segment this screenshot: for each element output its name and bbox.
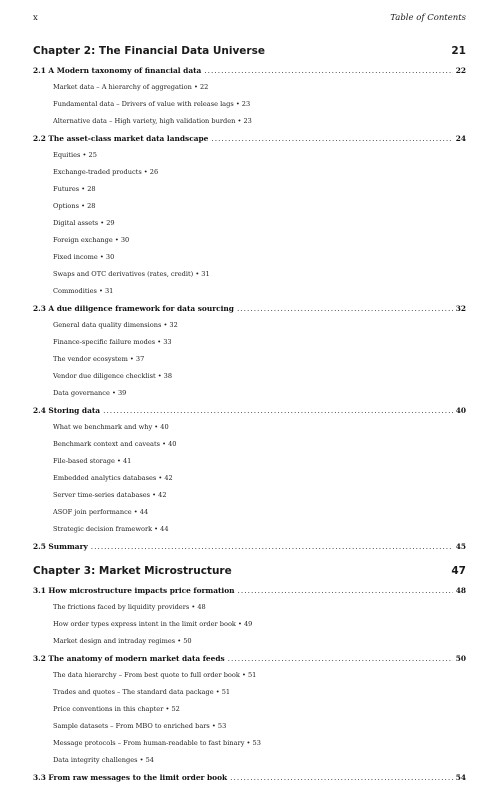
- table-of-contents: [33, 40, 466, 786]
- dot-leader: [238, 582, 453, 599]
- subsection-entry[interactable]: Market data – A hierarchy of aggregation • 22: [53, 83, 209, 91]
- subsection-entry[interactable]: Futures • 28: [53, 185, 96, 193]
- section-entry[interactable]: [33, 300, 466, 317]
- chapter-heading[interactable]: [33, 560, 466, 582]
- dot-leader: [103, 402, 453, 419]
- section-page: 50: [455, 654, 466, 663]
- subsection-entry[interactable]: Market design and intraday regimes • 50: [53, 637, 192, 645]
- section-title: 2.3 A due diligence framework for data sourcing: [33, 304, 234, 313]
- section-page: 54: [455, 773, 466, 782]
- dot-leader: [211, 130, 452, 147]
- subsection-entry[interactable]: Message protocols – From human-readable to fast binary • 53: [53, 739, 261, 747]
- dot-leader: [91, 538, 453, 555]
- subsection-entry[interactable]: Foreign exchange • 30: [53, 236, 130, 244]
- chapter-page: 47: [451, 565, 466, 577]
- section-page: 45: [455, 542, 466, 551]
- section-title: 3.3 From raw messages to the limit order book: [33, 773, 228, 782]
- running-title: Table of Contents: [390, 13, 466, 23]
- chapter-heading[interactable]: [33, 40, 466, 62]
- chapter-title: Chapter 2: The Financial Data Universe: [33, 45, 265, 57]
- section-entry[interactable]: [33, 582, 466, 599]
- section-entry[interactable]: [33, 402, 466, 419]
- subsection-entry[interactable]: The vendor ecosystem • 37: [53, 355, 145, 363]
- subsection-entry[interactable]: Fixed income • 30: [53, 253, 115, 261]
- section-entry[interactable]: [33, 769, 466, 786]
- subsection-entry[interactable]: Equities • 25: [53, 151, 97, 159]
- subsection-entry[interactable]: Strategic decision framework • 44: [53, 525, 169, 533]
- subsection-entry[interactable]: File-based storage • 41: [53, 457, 132, 465]
- subsection-entry[interactable]: Price conventions in this chapter • 52: [53, 705, 180, 713]
- subsection-entry[interactable]: Embedded analytics databases • 42: [53, 474, 173, 482]
- section-entry[interactable]: [33, 538, 466, 555]
- subsection-entry[interactable]: Data governance • 39: [53, 389, 127, 397]
- section-page: 32: [455, 304, 466, 313]
- section-page: 48: [455, 586, 466, 595]
- section-page: 24: [455, 134, 466, 143]
- chapter-page: 21: [451, 45, 466, 57]
- running-header: [33, 13, 466, 27]
- dot-leader: [237, 300, 453, 317]
- subsection-entry[interactable]: Digital assets • 29: [53, 219, 115, 227]
- dot-leader: [228, 650, 453, 667]
- dot-leader: [230, 769, 453, 786]
- section-entry[interactable]: [33, 130, 466, 147]
- section-title: 2.1 A Modern taxonomy of financial data: [33, 66, 202, 75]
- subsection-entry[interactable]: How order types express intent in the limit order book • 49: [53, 620, 253, 628]
- dot-leader: [204, 62, 452, 79]
- subsection-entry[interactable]: Sample datasets – From MBO to enriched bars • 53: [53, 722, 227, 730]
- section-page: 40: [455, 406, 466, 415]
- subsection-entry[interactable]: Alternative data – High variety, high validation burden • 23: [53, 117, 252, 125]
- subsection-entry[interactable]: Server time-series databases • 42: [53, 491, 167, 499]
- subsection-entry[interactable]: Swaps and OTC derivatives (rates, credit) • 31: [53, 270, 210, 278]
- subsection-entry[interactable]: What we benchmark and why • 40: [53, 423, 169, 431]
- subsection-entry[interactable]: Options • 28: [53, 202, 96, 210]
- section-title: 3.1 How microstructure impacts price formation: [33, 586, 235, 595]
- subsection-entry[interactable]: ASOF join performance • 44: [53, 508, 149, 516]
- subsection-entry[interactable]: General data quality dimensions • 32: [53, 321, 178, 329]
- subsection-entry[interactable]: Exchange-traded products • 26: [53, 168, 159, 176]
- subsection-entry[interactable]: Fundamental data – Drivers of value with release lags • 23: [53, 100, 251, 108]
- section-title: 2.5 Summary: [33, 542, 88, 551]
- page-number: x: [33, 13, 38, 23]
- section-title: 2.2 The asset-class market data landscape: [33, 134, 209, 143]
- subsection-entry[interactable]: The frictions faced by liquidity providers • 48: [53, 603, 206, 611]
- subsection-entry[interactable]: Commodities • 31: [53, 287, 114, 295]
- section-page: 22: [455, 66, 466, 75]
- subsection-entry[interactable]: Vendor due diligence checklist • 38: [53, 372, 173, 380]
- chapter-title: Chapter 3: Market Microstructure: [33, 565, 232, 577]
- section-entry[interactable]: [33, 650, 466, 667]
- subsection-entry[interactable]: Benchmark context and caveats • 40: [53, 440, 177, 448]
- subsection-entry[interactable]: Data integrity challenges • 54: [53, 756, 154, 764]
- section-title: 2.4 Storing data: [33, 406, 101, 415]
- section-title: 3.2 The anatomy of modern market data feeds: [33, 654, 225, 663]
- subsection-entry[interactable]: Finance-specific failure modes • 33: [53, 338, 172, 346]
- subsection-entry[interactable]: The data hierarchy – From best quote to full order book • 51: [53, 671, 257, 679]
- subsection-entry[interactable]: Trades and quotes – The standard data package • 51: [53, 688, 231, 696]
- section-entry[interactable]: [33, 62, 466, 79]
